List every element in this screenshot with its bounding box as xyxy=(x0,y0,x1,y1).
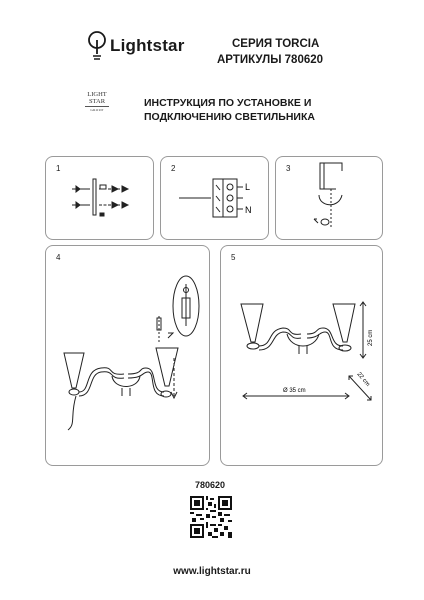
depth-dimension-label: 22 cm xyxy=(355,371,371,388)
step-2-panel xyxy=(160,156,269,240)
step-4-panel xyxy=(45,245,210,466)
lightstar-group-logo xyxy=(82,91,112,121)
series-title: СЕРИЯ TORCIA xyxy=(232,38,320,50)
brand-line-2: STAR xyxy=(88,98,106,105)
lamp-dimensions-illustration xyxy=(221,246,382,465)
brand-line-3: GROUP xyxy=(90,108,104,112)
brand-line-1: LIGHT xyxy=(87,91,107,98)
fixture-mounting-illustration xyxy=(276,157,382,239)
mounting-screws-illustration xyxy=(46,157,153,239)
article-number: АРТИКУЛЫ 780620 xyxy=(217,54,324,66)
terminal-label-n: N xyxy=(245,205,252,215)
step-number: 4 xyxy=(56,253,61,262)
instruction-line-2: ПОДКЛЮЧЕНИЮ СВЕТИЛЬНИКА xyxy=(144,111,315,123)
height-dimension-label: 25 cm xyxy=(368,329,374,346)
width-dimension-label: Ø 35 cm xyxy=(283,388,306,394)
step-1-panel xyxy=(45,156,154,240)
step-3-panel xyxy=(275,156,383,240)
product-code: 780620 xyxy=(195,480,226,490)
qr-code-icon xyxy=(190,496,232,538)
wiring-terminal-illustration xyxy=(161,157,268,239)
instruction-title xyxy=(144,96,315,124)
lamp-installation-illustration xyxy=(46,246,209,465)
step-5-panel xyxy=(220,245,383,466)
terminal-label-l: L xyxy=(245,182,251,192)
instruction-line-1: ИНСТРУКЦИЯ ПО УСТАНОВКЕ И xyxy=(144,97,312,109)
step-number: 2 xyxy=(171,164,176,173)
step-number: 1 xyxy=(56,164,61,173)
lightbulb-logo-icon xyxy=(86,30,108,62)
step-number: 3 xyxy=(286,164,291,173)
website-link[interactable]: www.lightstar.ru xyxy=(173,566,251,577)
brand-logo-text: Lightstar xyxy=(110,36,185,55)
step-number: 5 xyxy=(231,253,236,262)
